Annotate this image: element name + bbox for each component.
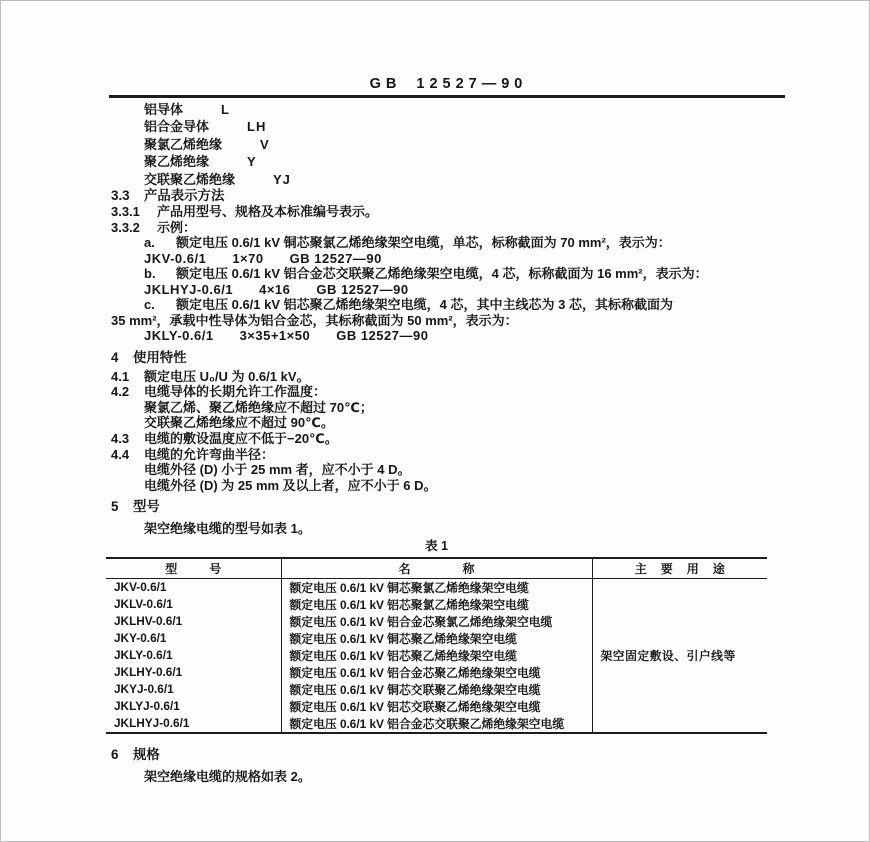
clause-text: 电缆的敷设温度应不低于−20℃。 <box>144 430 338 446</box>
abbr-term: 铝合金导体 <box>144 119 210 135</box>
cell-name: 额定电压 0.6/1 kV 铜芯聚乙烯绝缘架空电缆 <box>281 630 592 647</box>
clause-number: 3.3 <box>111 188 130 204</box>
example-a-desc <box>111 235 787 251</box>
clause-text: 额定电压 U₀/U 为 0.6/1 kV。 <box>144 368 310 384</box>
cell-model: JKV-0.6/1 <box>106 578 281 596</box>
abbr-term: 铝导体 <box>144 102 184 117</box>
clause-text: 电缆的允许弯曲半径： <box>144 446 275 462</box>
clause-text: 电缆导体的长期允许工作温度： <box>144 384 327 400</box>
header-rule <box>109 95 785 98</box>
designation-model: JKV-0.6/1 <box>144 250 207 266</box>
section-6-intro <box>144 769 787 785</box>
example-c-designation <box>144 328 787 344</box>
abbr-code: Y <box>247 154 257 170</box>
cell-model: JKYJ-0.6/1 <box>106 681 281 698</box>
intro-text: 架空绝缘电缆的型号如表 1。 <box>144 521 311 537</box>
section-number: 4 <box>111 349 119 365</box>
section-title: 规格 <box>133 746 160 762</box>
section-number: 5 <box>111 499 119 515</box>
column-header-usage: 主要用途 <box>592 558 767 579</box>
abbr-list-item <box>144 136 787 153</box>
clause-number: 4.4 <box>111 446 130 462</box>
clause-3-3-1 <box>111 204 787 220</box>
example-c-desc-line1 <box>111 297 787 313</box>
abbr-code: V <box>260 136 270 152</box>
clause-number: 3.3.2 <box>111 219 140 235</box>
designation-standard: GB 12527—90 <box>316 281 409 297</box>
example-c-desc-line2 <box>111 313 787 329</box>
clause-4-4 <box>111 447 787 463</box>
abbr-code: LH <box>247 119 267 135</box>
cell-name: 额定电压 0.6/1 kV 铝合金芯聚氯乙烯绝缘架空电缆 <box>281 613 592 630</box>
clause-text: 电缆外径 (D) 小于 25 mm 者，应不小于 4 D。 <box>144 462 411 478</box>
designation-standard: GB 12527—90 <box>289 250 382 266</box>
table-caption: 表 1 <box>424 538 449 553</box>
cell-model: JKLHV-0.6/1 <box>106 613 281 630</box>
designation-spec: 4×16 <box>259 281 291 297</box>
designation-spec: 1×70 <box>232 250 264 266</box>
clause-number: 4.2 <box>111 384 130 400</box>
cell-name: 额定电压 0.6/1 kV 铝芯聚乙烯绝缘架空电缆 <box>281 647 592 664</box>
clause-number: 4.3 <box>111 430 130 446</box>
table-1 <box>106 557 767 734</box>
clause-4-2 <box>111 384 787 400</box>
cell-name: 额定电压 0.6/1 kV 铝芯聚氯乙烯绝缘架空电缆 <box>281 596 592 613</box>
cell-name: 额定电压 0.6/1 kV 铝合金芯聚乙烯绝缘架空电缆 <box>281 664 592 681</box>
section-number: 6 <box>111 746 119 762</box>
clause-number: 3.3.1 <box>111 204 140 220</box>
doc-number: GB 12527—90 <box>369 76 528 92</box>
cell-model: JKLHYJ-0.6/1 <box>106 715 281 733</box>
section-4-heading <box>111 350 787 366</box>
clause-4-4-subline <box>144 462 787 478</box>
clause-text: 产品用型号、规格及本标准编号表示。 <box>157 204 379 220</box>
column-header-name: 名称 <box>281 558 592 579</box>
abbr-code: YJ <box>273 171 291 187</box>
intro-text: 架空绝缘电缆的规格如表 2。 <box>144 768 311 784</box>
example-text: 额定电压 0.6/1 kV 铝芯聚乙烯绝缘架空电缆，4 芯，其中主线芯为 3 芯，其标称截面为 <box>176 297 673 313</box>
section-3-3-heading <box>111 188 787 204</box>
cell-model: JKLHY-0.6/1 <box>106 664 281 681</box>
section-title: 产品表示方法 <box>144 188 225 204</box>
table-row <box>106 578 767 596</box>
clause-4-3 <box>111 431 787 447</box>
clause-text: 聚氯乙烯、聚乙烯绝缘应不超过 70℃； <box>144 399 373 415</box>
example-b-desc <box>111 266 787 282</box>
example-label: c. <box>144 297 155 313</box>
cell-name: 额定电压 0.6/1 kV 铜芯交联聚乙烯绝缘架空电缆 <box>281 681 592 698</box>
example-b-designation <box>144 282 787 298</box>
abbr-term: 聚氯乙烯绝缘 <box>144 136 223 152</box>
abbr-list-item <box>144 171 787 188</box>
designation-model: JKLHYJ-0.6/1 <box>144 281 234 297</box>
cell-name: 额定电压 0.6/1 kV 铝合金芯交联聚乙烯绝缘架空电缆 <box>281 715 592 733</box>
section-6-heading <box>111 747 787 763</box>
cell-model: JKLYJ-0.6/1 <box>106 698 281 715</box>
abbr-list-item <box>144 153 787 170</box>
cell-name: 额定电压 0.6/1 kV 铝芯交联聚乙烯绝缘架空电缆 <box>281 698 592 715</box>
example-a-designation <box>144 251 787 267</box>
cell-model: JKLY-0.6/1 <box>106 647 281 664</box>
clause-text: 交联聚乙烯绝缘应不超过 90℃。 <box>144 415 334 431</box>
example-text: 35 mm²，承载中性导体为铝合金芯，其标称截面为 50 mm²，表示为： <box>111 312 518 328</box>
clause-4-2-subline <box>144 415 787 431</box>
section-title: 使用特性 <box>133 349 187 365</box>
cell-usage: 架空固定敷设、引户线等 <box>600 648 736 663</box>
designation-spec: 3×35+1×50 <box>239 328 311 344</box>
example-text: 额定电压 0.6/1 kV 铜芯聚氯乙烯绝缘架空电缆，单芯，标称截面为 70 mm²，表示为： <box>176 235 671 251</box>
section-title: 型号 <box>133 499 160 515</box>
clause-4-2-subline <box>144 400 787 416</box>
clause-text: 电缆外径 (D) 为 25 mm 及以上者，应不小于 6 D。 <box>144 477 437 493</box>
cell-name: 额定电压 0.6/1 kV 铜芯聚氯乙烯绝缘架空电缆 <box>281 578 592 596</box>
designation-standard: GB 12527—90 <box>336 328 429 344</box>
clause-number: 4.1 <box>111 368 130 384</box>
clause-4-4-subline <box>144 478 787 494</box>
abbr-term: 交联聚乙烯绝缘 <box>144 171 236 187</box>
document-content <box>111 101 787 784</box>
column-header-model: 型号 <box>106 558 281 579</box>
cell-model: JKY-0.6/1 <box>106 630 281 647</box>
section-5-intro <box>144 521 787 537</box>
example-label: b. <box>144 266 156 282</box>
table-header-row <box>106 558 767 579</box>
designation-model: JKLY-0.6/1 <box>144 328 214 344</box>
example-label: a. <box>144 235 155 251</box>
clause-4-1 <box>111 369 787 385</box>
clause-3-3-2 <box>111 220 787 236</box>
abbr-code: L <box>221 102 230 117</box>
example-text: 额定电压 0.6/1 kV 铝合金芯交联聚乙烯绝缘架空电缆，4 芯，标称截面为 16 mm²，表示为： <box>176 266 708 282</box>
section-5-heading <box>111 499 787 515</box>
abbr-list-item <box>144 101 787 118</box>
clause-text: 示例： <box>157 219 197 235</box>
abbr-list-item <box>144 118 787 135</box>
cell-model: JKLV-0.6/1 <box>106 596 281 613</box>
abbr-term: 聚乙烯绝缘 <box>144 154 210 170</box>
